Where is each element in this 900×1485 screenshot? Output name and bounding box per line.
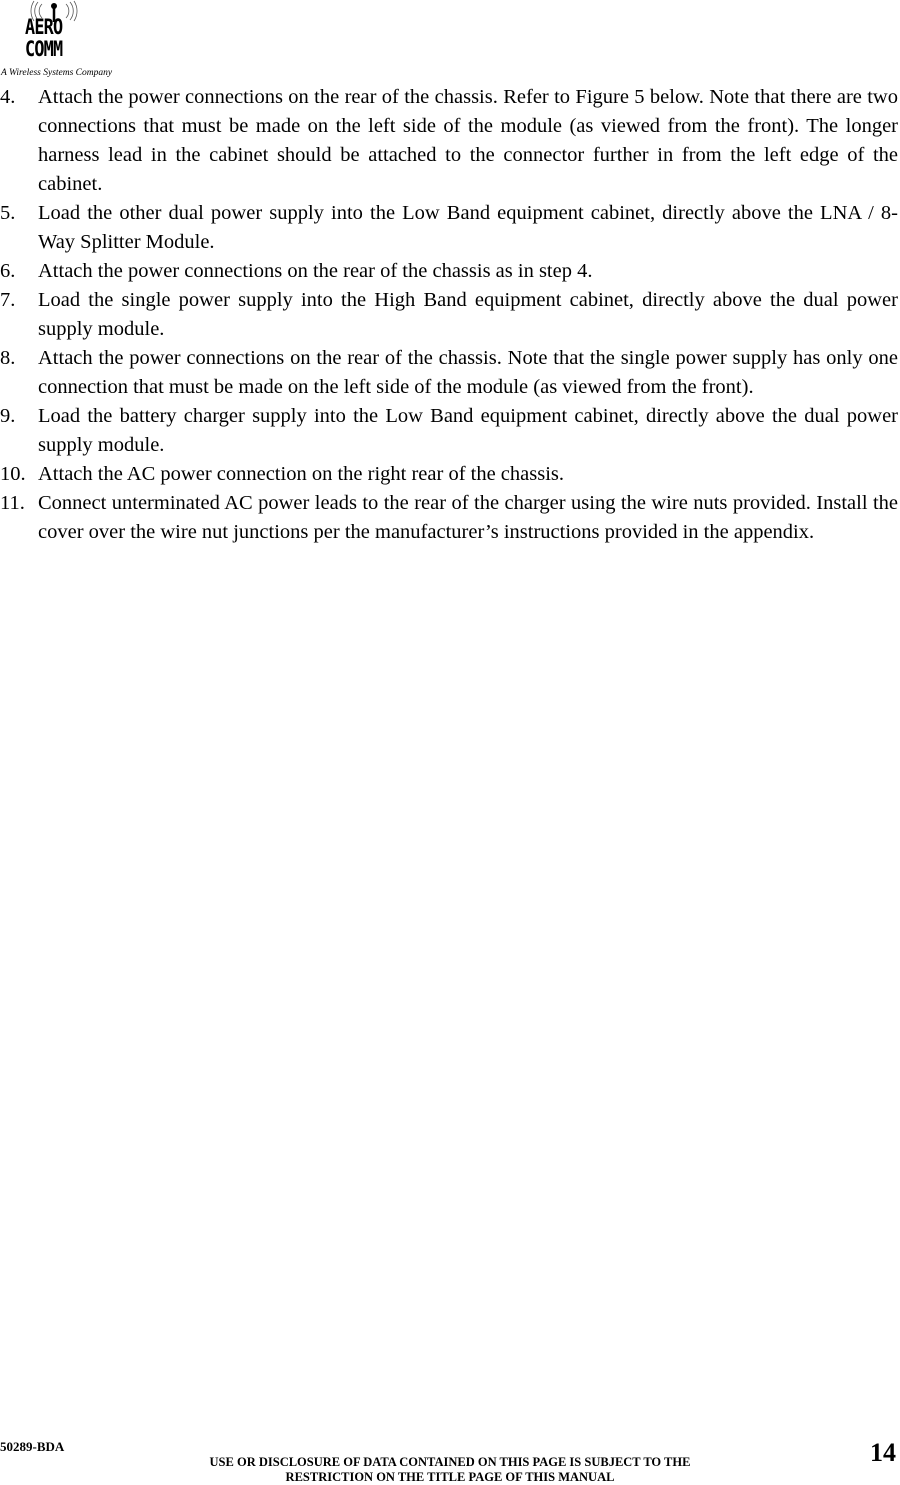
step-number: 4.: [0, 86, 16, 108]
page-number: 14: [870, 1438, 896, 1467]
step-text: Attach the AC power connection on the right rear of the chassis.: [38, 463, 565, 485]
company-logo: [0, 0, 115, 82]
step-number: 9.: [0, 405, 16, 427]
step-text: Attach the power connections on the rear of the chassis. Note that the single power supply has only one connection that must be made on the left side of the module (as viewed from the front).: [38, 347, 898, 398]
step-item: [0, 286, 898, 344]
logo-wordmark-aero: AERO: [25, 15, 63, 39]
step-item: [0, 489, 898, 547]
step-item: [0, 257, 898, 286]
step-number: 8.: [0, 347, 16, 369]
installation-steps-list: [0, 83, 898, 547]
logo-tagline: A Wireless Systems Company: [1, 68, 113, 78]
step-text: Load the battery charger supply into the Low Band equipment cabinet, directly above the dual power supply module.: [38, 405, 898, 456]
step-item: [0, 83, 898, 199]
step-item: [0, 344, 898, 402]
step-item: [0, 199, 898, 257]
step-text: Load the single power supply into the High Band equipment cabinet, directly above the dual power supply module.: [38, 289, 898, 340]
step-number: 7.: [0, 289, 16, 311]
step-number: 6.: [0, 260, 16, 282]
step-number: 10.: [0, 463, 26, 485]
step-item: [0, 402, 898, 460]
step-text: Load the other dual power supply into the Low Band equipment cabinet, directly above the LNA / 8-Way Splitter Module.: [38, 202, 898, 253]
step-number: 11.: [0, 492, 25, 514]
step-text: Attach the power connections on the rear of the chassis as in step 4.: [38, 260, 593, 282]
step-text: Attach the power connections on the rear of the chassis. Refer to Figure 5 below. Note that there are two connections that must be made on the left side of the module (as viewed from the front). The longer harness lead in the cabinet should be attached to the connector further in from the left edge of the cabinet.: [38, 86, 898, 195]
disclosure-notice: [100, 1455, 800, 1485]
disclosure-line-2: RESTRICTION ON THE TITLE PAGE OF THIS MANUAL: [285, 1470, 615, 1484]
step-item: [0, 460, 898, 489]
step-text: Connect unterminated AC power leads to the rear of the charger using the wire nuts provided. Install the cover over the wire nut junctions per the manufacturer’s instructions provided in the appendix.: [38, 492, 898, 543]
disclosure-line-1: USE OR DISCLOSURE OF DATA CONTAINED ON THIS PAGE IS SUBJECT TO THE: [209, 1455, 691, 1469]
step-number: 5.: [0, 202, 16, 224]
logo-wordmark-comm: COMM: [25, 37, 63, 61]
document-number: 50289-BDA: [0, 1439, 65, 1454]
